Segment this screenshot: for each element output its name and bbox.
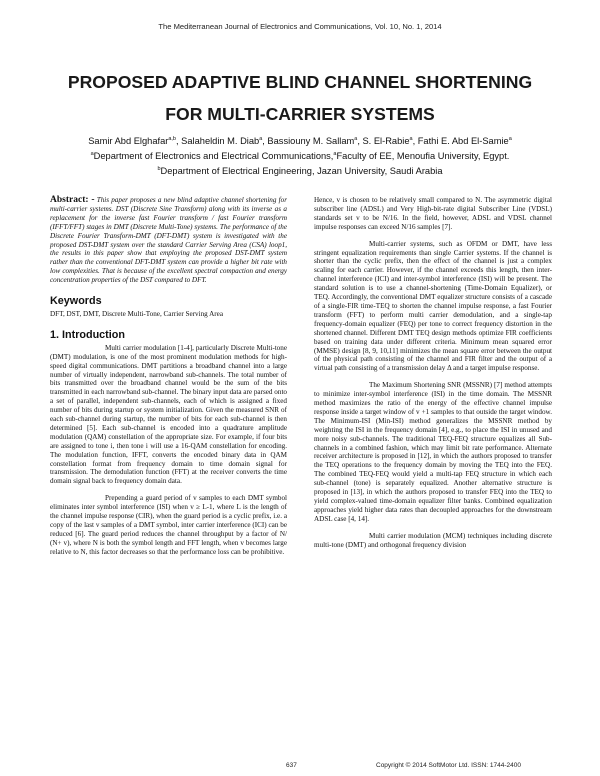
paper-title [30, 66, 570, 130]
journal-header: The Mediterranean Journal of Electronics and Communications, Vol. 10, No. 1, 2014 [158, 22, 442, 31]
affil-1-sup: a [90, 151, 94, 158]
author-5-sup: a [508, 136, 512, 142]
author-block [20, 133, 580, 178]
author-4-sup: a [409, 136, 413, 142]
abstract [50, 196, 287, 285]
title-line-1: PROPOSED ADAPTIVE BLIND CHANNEL SHORTENING [67, 72, 533, 92]
right-paragraph-1: Hence, v is chosen to be relatively small compared to N. The asymmetric digital subscriber line (ADSL) and Very High-bit-rate digital Subscriber Line (VDSL) standards set v to be N/16. In the field, however, ADSL and VDSL channel impulse responses can exceed N/16 samples [7]. [314, 196, 552, 231]
affil-1b-sup: a [333, 151, 337, 158]
copyright-notice: Copyright © 2014 SoftMotor Ltd. ISSN: 1744-2400 [376, 762, 521, 769]
author-1-sup: a,b [168, 136, 176, 142]
right-paragraph-2: Multi-carrier systems, such as OFDM or DMT, have less stringent equalization requirements than single Carrier systems. If the channel is shorter than the cyclic prefix, then the effect of the channel is just a complex scaling for each carrier. However, if the channel exceeds this length, then inter-channel interference (ICI) and inter-symbol interference (ISI) will be present. The standard solution is to use a channel-shortening (Time-Domain Equalizer), or TEQ. Accordingly, the conventional DMT equalizer structure consists of a cascade of a single-FIR time-TEQ to shorten the channel impulse response, a fast Fourier transform (FFT) to perform multi carrier demodulation, and a single-tap frequency-domain equalizer (FEQ) per tone to correct frequency distortion in the shortened channel. Different DMT TEQ design methods optimize FIR coefficients based on training data under different criteria. Minimum mean squared error (MMSE) design [8, 9, 10,11] minimizes the mean square error between the output of the physical path consisting of the channel and FIR filter and the output of a virtual path consisting of a transmission delay Δ and a target impulse response. [314, 239, 552, 373]
affiliation-1 [20, 148, 580, 163]
affil-2-sup: b [157, 166, 161, 173]
affil-2-text: Department of Electrical Engineering, Jazan University, Saudi Arabia [160, 166, 443, 177]
author-5: , Fathi E. Abd El-Samie [412, 136, 509, 147]
abstract-text: This paper proposes a new blind adaptive channel shortening for multi-carrier systems. DST (Discrete Sine Transform) along with its inverse as a replacement for the inverse fast Fourier transform / fast Fourier transform (IFFT/FFT) stages in DMT (Discrete Multi-Tone) systems. The performance of the Discrete Fourier Transform-DMT (DFT-DMT) system is investigated with the proposed DST-DMT system over the standard Carrier Serving Area (CSA) loop1, the results in this paper show that employing the proposed DST-DMT system rather than the conventional DFT-DMT system can provide a higher bit rate with low complexities. That is because of the excellent spectral compaction and energy concentration properties of the DST compared to DFT. [50, 196, 287, 285]
right-paragraph-3: The Maximum Shortening SNR (MSSNR) [7] method attempts to minimize inter-symbol interference (ISI) in the time domain. The MSSNR method maximizes the ratio of the energy of the effective channel impulse response inside a target window of v +1 samples to that outside the target window. The Minimum-ISI (Min-ISI) method generalizes the MSSNR method by weighting the ISI in the frequency domain [4], e.g., to place the ISI in unused and more noisy sub-channels. The traditional TEQ-FEQ structure equalizes all Sub-channels in a combined fashion, which may limit bit rate performance. Alternate receiver architecture is proposed in [12], in which the authors proposed to transfer the TEQ operations to the frequency domain by moving the TEQ into the FEQ. The combined TEQ-FEQ would yield a multi-tap FEQ structure in which each sub-channel (tone) is separately equalized. Another alternative structure is proposed in [13], in which the authors proposed to transfer FEQ into the TEQ to yield complex-valued time-domain equalizer filter banks. Combined equalization approaches yield higher data rates than decoupled approaches for the downstream ADSL case [4, 14]. [314, 381, 552, 523]
affiliation-2 [20, 163, 580, 178]
author-3-sup: a [354, 136, 358, 142]
author-2-sup: a [259, 136, 263, 142]
title-line-2: FOR MULTI-CARRIER SYSTEMS [165, 104, 435, 124]
keywords-text: DFT, DST, DMT, Discrete Multi-Tone, Carrier Serving Area [50, 309, 224, 318]
author-1: Samir Abd Elghafar [88, 136, 169, 147]
right-column [314, 196, 552, 550]
author-4: , S. El-Rabie [357, 136, 410, 147]
intro-paragraph-1: Multi carrier modulation [1-4], particularly Discrete Multi-tone (DMT) modulation, is one of the most prominent modulation methods for high-speed digital communications. DMT partitions a broadband channel into a large number of virtually independent, narrowband sub-channels. The total number of bits transmitted over the broadband channel would be the sum of the bits transmitted in each narrowband sub-channel. The binary input data are parsed onto a set of parallel, independent sub-channels, each of which is assigned a fixed number of bits during startup or system initialization. Given the measured SNR of each sub-channel during startup, the number of bits for each sub-channel is then determined [5]. Each sub-channel is encoded into a quadrature amplitude modulation (QAM) constellation of the appropriate size. For example, if four bits are assigned to tone i, then tone i will use a 16-QAM constellation for encoding. The modulation function, IFFT, converts the encoded binary data in QAM constellation format from frequency domain to time domain signal for transmission. The demodulation function (FFT) at the receiver converts the time domain signal back to frequency domain data. [50, 343, 287, 486]
left-column [50, 196, 287, 557]
affil-1-text: Department of Electronics and Electrical Communications, [93, 151, 334, 162]
intro-paragraph-2: Prepending a guard period of v samples to each DMT symbol eliminates inter symbol interference (ISI) when v ≥ L-1, where L is the length of the channel impulse response (CIR), when the guard period is a cyclic prefix, i.e. a copy of the last v samples of a DMT symbol, inter carrier interference (ICI) can be reduced [6]. The guard period reduces the channel throughput by a factor of N/ (N+ v), where N is both the symbol length and FFT length, when v becomes large relative to N, this factor decreases so that the performance loss can be prohibitive. [50, 494, 287, 556]
page-number: 637 [286, 762, 297, 769]
introduction-heading: 1. Introduction [50, 328, 125, 341]
author-2: , Salaheldin M. Diab [176, 136, 260, 147]
affil-1b-text: Faculty of EE, Menoufia University, Egypt. [336, 151, 510, 162]
author-3: , Bassiouny M. Sallam [262, 136, 355, 147]
author-list [20, 133, 580, 148]
abstract-label: Abstract: - [50, 195, 95, 205]
keywords-heading: Keywords [50, 295, 102, 308]
right-paragraph-4: Multi carrier modulation (MCM) techniques including discrete multi-tone (DMT) and orthogonal frequency division [314, 531, 552, 549]
